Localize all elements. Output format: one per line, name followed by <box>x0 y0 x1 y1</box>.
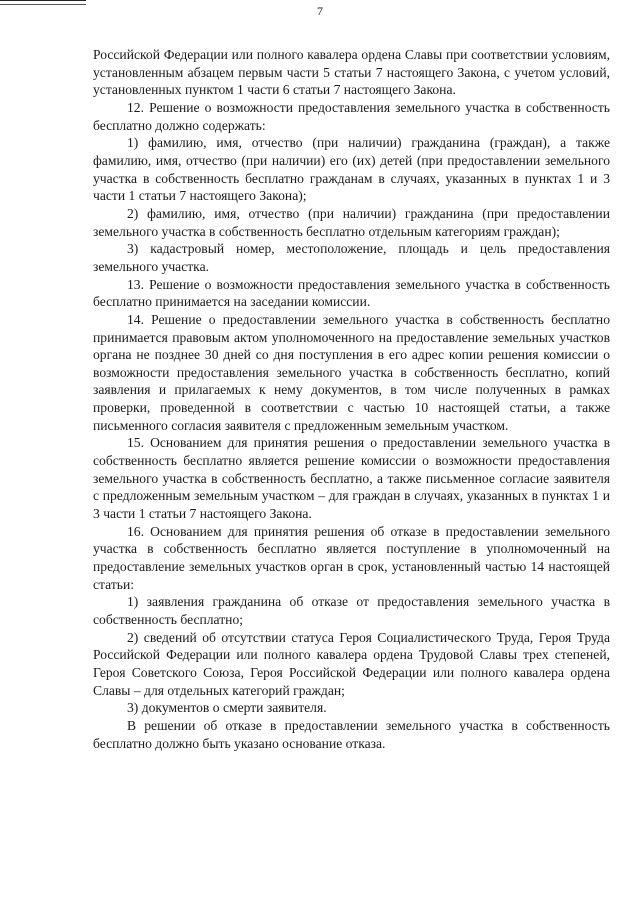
paragraph-16-item-3: 3) документов о смерти заявителя. <box>127 700 327 716</box>
paragraph-16-item-2: 2) сведений об отсутствии статуса Героя Социалистического Труда, Героя Труда Российской Федерации или полного кавалера ордена Трудовой Славы трех степеней, Героя Советского Союза, Героя Российской Федерации или полного кавалера ордена Славы – для отдельных категорий граждан; <box>93 629 610 698</box>
paragraph-14: 14. Решение о предоставлении земельного участка в собственность бесплатно принимается правовым актом уполномоченного на предоставление земельных участков органа не позднее 30 дней со дня поступления в его адрес копии решения комиссии о возможности предоставления земельного участка в собственность бесплатно, копий заявления и прилагаемых к нему документов, в том числе полученных в рамках проверки, проведенной в соответствии с частью 10 настоящей статьи, а также письменного согласия заявителя с предложенным земельным участком. <box>93 311 610 433</box>
paragraph-15: 15. Основанием для принятия решения о предоставлении земельного участка в собственность бесплатно является решение комиссии о возможности предоставления земельного участка в собственность бесплатно, а также письменное согласие заявителя с предложенным земельным участком – для граждан в случаях, указанных в пунктах 1 и 3 части 1 статьи 7 настоящего Закона. <box>93 435 610 522</box>
paragraph-12-item-1: 1) фамилию, имя, отчество (при наличии) гражданина (граждан), а также фамилию, имя, отчество (при наличии) его (их) детей (при предоставлении земельного участка в собственность бесплатно гражданам в случаях, указанных в пунктах 1 и 3 части 1 статьи 7 настоящего Закона); <box>93 135 610 204</box>
paragraph-refusal-basis: В решении об отказе в предоставлении земельного участка в собственность бесплатно должно быть указано основание отказа. <box>93 717 610 751</box>
paragraph-12-item-3: 3) кадастровый номер, местоположение, площадь и цель предоставления земельного участка. <box>93 241 610 274</box>
paragraph-12-item-2: 2) фамилию, имя, отчество (при наличии) гражданина (при предоставлении земельного участка в собственность бесплатно отдельным категориям граждан); <box>93 205 610 239</box>
paragraph-continuation: Российской Федерации или полного кавалера ордена Славы при соответствии условиям, установленным абзацем первым части 5 статьи 7 настоящего Закона, с учетом условий, установленных пунктом 1 части 6 статьи 7 настоящего Закона. <box>93 47 610 98</box>
page-number: 7 <box>317 4 323 18</box>
paragraph-13: 13. Решение о возможности предоставления земельного участка в собственность бесплатно принимается на заседании комиссии. <box>93 276 610 310</box>
paragraph-16: 16. Основанием для принятия решения об отказе в предоставлении земельного участка в собственность бесплатно является поступление в уполномоченный на предоставление земельных участков орган в срок, установленный частью 14 настоящей статьи: <box>93 523 610 592</box>
document-body <box>93 46 610 752</box>
paragraph-16-item-1: 1) заявления гражданина об отказе от предоставления земельного участка в собственность бесплатно; <box>93 594 610 627</box>
paragraph-12: 12. Решение о возможности предоставления земельного участка в собственность бесплатно должно содержать: <box>93 99 610 133</box>
